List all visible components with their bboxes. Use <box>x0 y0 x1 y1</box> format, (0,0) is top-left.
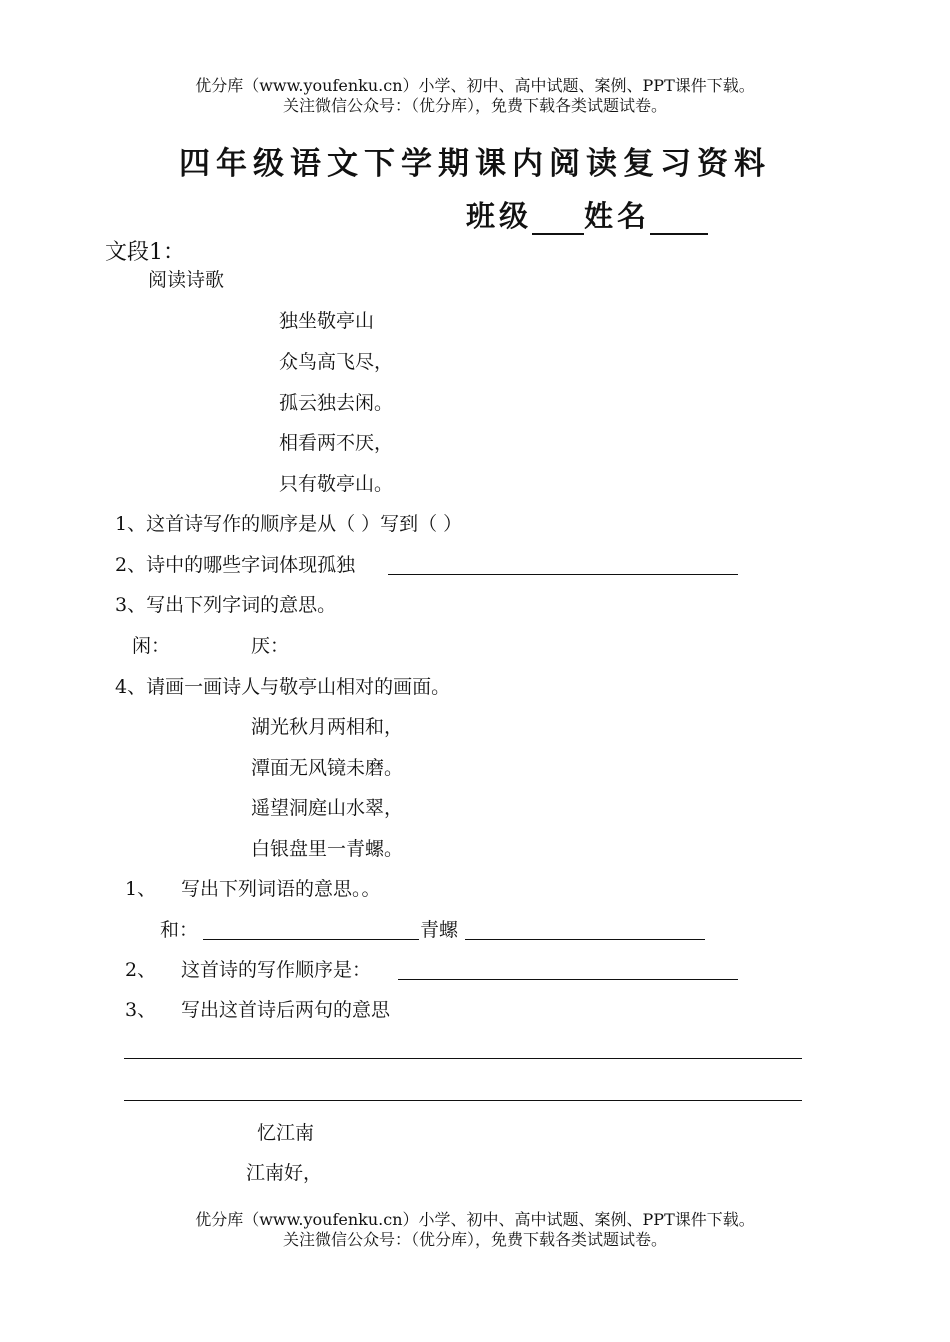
answer-line-qingluo[interactable] <box>465 939 705 940</box>
poem2-line: 潭面无风镜未磨。 <box>251 757 404 779</box>
class-name-row <box>466 194 708 235</box>
class-blank[interactable] <box>532 207 584 235</box>
poem1-line: 只有敬亭山。 <box>279 473 394 495</box>
name-label: 姓名 <box>584 199 651 233</box>
question-1: 1、这首诗写作的顺序是从（ ）写到（ ） <box>115 513 463 535</box>
p2-q3-number: 3、 <box>125 999 157 1021</box>
p2-question-1: 写出下列词语的意思。。 <box>181 878 381 900</box>
header-line-2: 关注微信公众号：（优分库），免费下载各类试题试卷。 <box>282 96 667 115</box>
class-label: 班级 <box>466 199 533 233</box>
poem1-line: 众鸟高飞尽， <box>279 351 394 373</box>
question-4: 4、请画一画诗人与敬亭山相对的画面。 <box>115 676 451 698</box>
p2-q1-item-qingluo: 青螺 <box>420 919 459 941</box>
name-blank[interactable] <box>650 207 708 235</box>
poem3-title: 忆江南 <box>257 1122 315 1144</box>
p2-q1-number: 1、 <box>125 878 157 900</box>
poem1-title: 独坐敬亭山 <box>279 310 375 332</box>
section-label: 文段1： <box>105 240 185 265</box>
answer-line-p2q3-2[interactable] <box>124 1100 802 1101</box>
instruction: 阅读诗歌 <box>148 269 225 291</box>
answer-line-he[interactable] <box>203 939 419 940</box>
question-2: 2、诗中的哪些字词体现孤独 <box>115 554 356 576</box>
page-title: 四年级语文下学期课内阅读复习资料 <box>179 146 771 182</box>
answer-line-p2q3-1[interactable] <box>124 1058 802 1059</box>
p2-question-3: 写出这首诗后两句的意思 <box>181 999 391 1021</box>
answer-line-q2[interactable] <box>388 574 738 575</box>
answer-line-p2q2[interactable] <box>398 979 738 980</box>
p2-q2-number: 2、 <box>125 959 157 981</box>
poem2-line: 白银盘里一青螺。 <box>251 838 404 860</box>
footer-line-1: 优分库（www.youfenku.cn）小学、初中、高中试题、案例、PPT课件下载。 <box>195 1210 755 1229</box>
q3-item-xian: 闲： <box>132 635 171 657</box>
header-line-1: 优分库（www.youfenku.cn）小学、初中、高中试题、案例、PPT课件下载。 <box>195 76 755 95</box>
question-3: 3、写出下列字词的意思。 <box>115 594 337 616</box>
poem1-line: 孤云独去闲。 <box>279 392 394 414</box>
p2-question-2: 这首诗的写作顺序是： <box>181 959 372 981</box>
poem2-line: 遥望洞庭山水翠， <box>251 797 404 819</box>
footer-line-2: 关注微信公众号：（优分库），免费下载各类试题试卷。 <box>282 1230 667 1249</box>
p2-q1-item-he: 和： <box>160 919 199 941</box>
q3-item-yan: 厌： <box>251 635 290 657</box>
poem3-line: 江南好， <box>246 1162 323 1184</box>
poem2-line: 湖光秋月两相和， <box>251 716 404 738</box>
poem1-line: 相看两不厌， <box>279 432 394 454</box>
